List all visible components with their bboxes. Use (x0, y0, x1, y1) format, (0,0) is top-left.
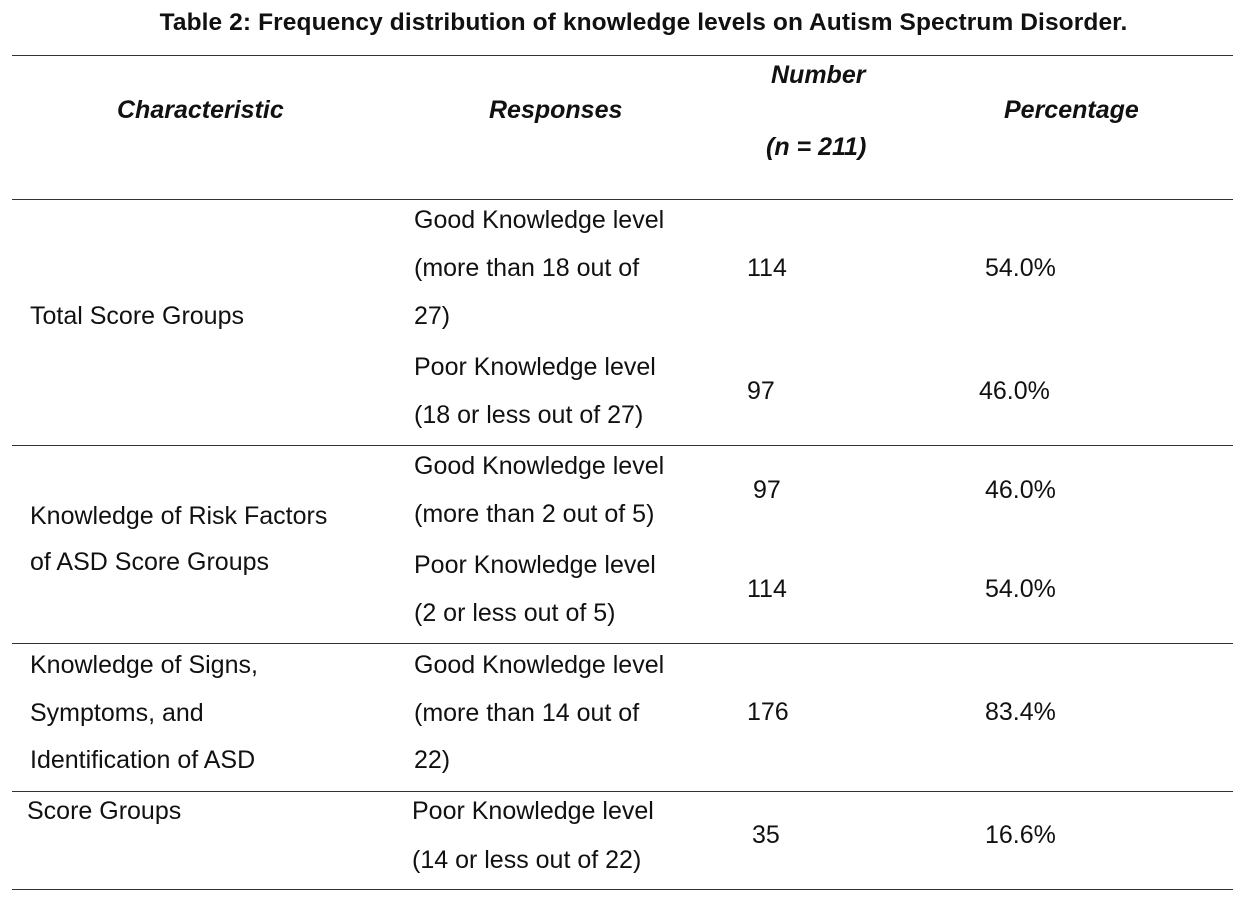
cell-response: 27) (414, 302, 451, 330)
cell-characteristic: Knowledge of Signs, (30, 651, 258, 679)
cell-characteristic: Score Groups (27, 797, 182, 825)
cell-response: (more than 2 out of 5) (414, 500, 655, 528)
cell-percentage: 16.6% (985, 821, 1056, 849)
cell-number: 97 (753, 476, 781, 504)
cell-number: 176 (747, 698, 789, 726)
cell-number: 35 (752, 821, 780, 849)
header-number-n: (n = 211) (766, 133, 867, 161)
cell-response: Poor Knowledge level (412, 797, 654, 825)
cell-response: (18 or less out of 27) (414, 401, 644, 429)
cell-number: 114 (747, 575, 787, 603)
cell-response: (2 or less out of 5) (414, 599, 616, 627)
cell-response: (more than 14 out of (414, 699, 640, 727)
cell-response: Good Knowledge level (414, 452, 665, 480)
cell-response: Good Knowledge level (414, 206, 665, 234)
cell-percentage: 54.0% (985, 254, 1056, 282)
rule-top (12, 55, 1233, 56)
header-characteristic: Characteristic (117, 96, 284, 124)
cell-percentage: 54.0% (985, 575, 1056, 603)
cell-response: Poor Knowledge level (414, 551, 656, 579)
cell-response: Good Knowledge level (414, 651, 665, 679)
cell-response: Poor Knowledge level (414, 353, 656, 381)
cell-characteristic: Total Score Groups (30, 302, 244, 330)
cell-characteristic: Knowledge of Risk Factors (30, 502, 328, 530)
cell-percentage: 83.4% (985, 698, 1056, 726)
cell-percentage: 46.0% (979, 377, 1050, 405)
cell-characteristic: Symptoms, and (30, 699, 204, 727)
cell-number: 114 (747, 254, 787, 282)
cell-response: (14 or less out of 22) (412, 846, 642, 874)
header-percentage: Percentage (1004, 96, 1139, 124)
cell-number: 97 (747, 377, 775, 405)
cell-characteristic: of ASD Score Groups (30, 548, 270, 576)
rule-bottom (12, 889, 1233, 890)
cell-characteristic: Identification of ASD (30, 746, 256, 774)
table-caption: Table 2: Frequency distribution of knowledge levels on Autism Spectrum Disorder. (159, 9, 1128, 36)
cell-percentage: 46.0% (985, 476, 1056, 504)
cell-response: (more than 18 out of (414, 254, 640, 282)
header-number: Number (771, 61, 866, 89)
header-responses: Responses (489, 96, 623, 124)
cell-response: 22) (414, 746, 451, 774)
